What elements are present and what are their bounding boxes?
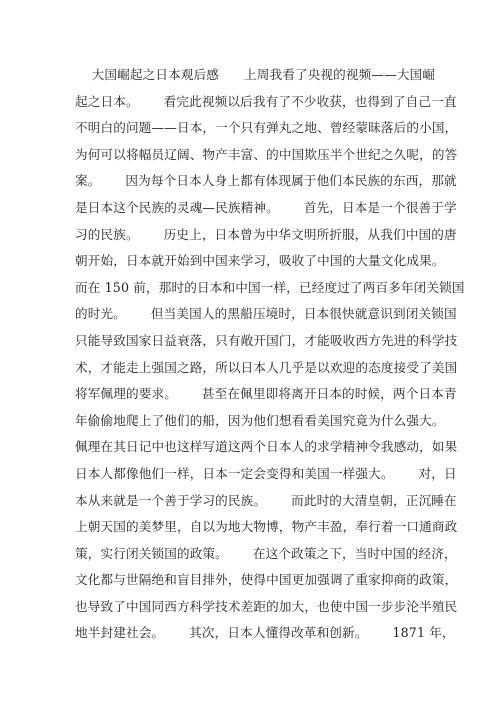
text-line-12: 术，才能走上强国之路，所以日本人几乎是以欢迎的态度接受了美国	[75, 359, 458, 375]
text-line-18: 上朝天国的美梦里，自以为地大物博，物产丰盈，奉行着一口通商政	[75, 519, 458, 535]
body-text	[75, 62, 465, 647]
text-line-22: 地半封建社会。 其次，日本人懂得改革和创新。 1871 年，	[75, 625, 455, 641]
text-line-19: 策，实行闭关锁国的政策。 在这个政策之下，当时中国的经济，	[75, 545, 457, 561]
text-line-4: 为何可以将幅员辽阔、物产丰富、的中国欺压半个世纪之久呢，的答	[75, 146, 458, 162]
text-line-14: 年偷偷地爬上了他们的船，因为他们想看看美国究竟为什么强大。	[75, 412, 445, 428]
text-line-11: 只能导致国家日益衰落，只有敞开国门，才能吸收西方先进的科学技	[75, 332, 458, 348]
text-line-9: 而在 150 前，那时的日本和中国一样，已经度过了两百多年闭关锁国	[75, 279, 465, 295]
text-line-21: 也导致了中国同西方科学技术差距的加大，也使中国一步步沦半殖民	[75, 598, 458, 614]
text-line-5: 案。 因为每个日本人身上都有体现属于他们本民族的东西，那就	[75, 173, 457, 189]
text-line-2: 起之日本。 看完此视频以后我有了不少收获，也得到了自己一直	[75, 93, 457, 109]
text-line-10: 的时光。 但当美国人的黑船压境时，日本很快就意识到闭关锁国	[75, 306, 457, 322]
text-line-3: 不明白的问题——日本，一个只有弹丸之地、曾经蒙昧落后的小国，	[75, 120, 458, 136]
text-line-13: 将军佩理的要求。 甚至在佩里即将离开日本的时候，两个日本青	[75, 386, 457, 402]
text-line-7: 习的民族。 历史上，日本曾为中华文明所折服，从我们中国的唐	[75, 226, 457, 242]
text-line-1: 大国崛起之日本观后感 上周我看了央视的视频——大国崛	[75, 67, 436, 82]
text-line-6: 是日本这个民族的灵魂—民族精神。 首先，日本是一个很善于学	[75, 199, 457, 215]
text-line-17: 本从来就是一个善于学习的民族。 而此时的大清皇朝，正沉睡在	[75, 492, 457, 508]
text-line-16: 日本人都像他们一样，日本一定会变得和美国一样强大。 对，日	[75, 465, 457, 481]
text-line-20: 文化都与世隔绝和盲目排外，使得中国更加强调了重家抑商的政策，	[75, 572, 458, 588]
text-line-15: 佩理在其日记中也这样写道这两个日本人的求学精神令我感动，如果	[75, 439, 458, 455]
text-line-8: 朝开始，日本就开始到中国来学习，吸收了中国的大量文化成果。	[75, 253, 445, 269]
